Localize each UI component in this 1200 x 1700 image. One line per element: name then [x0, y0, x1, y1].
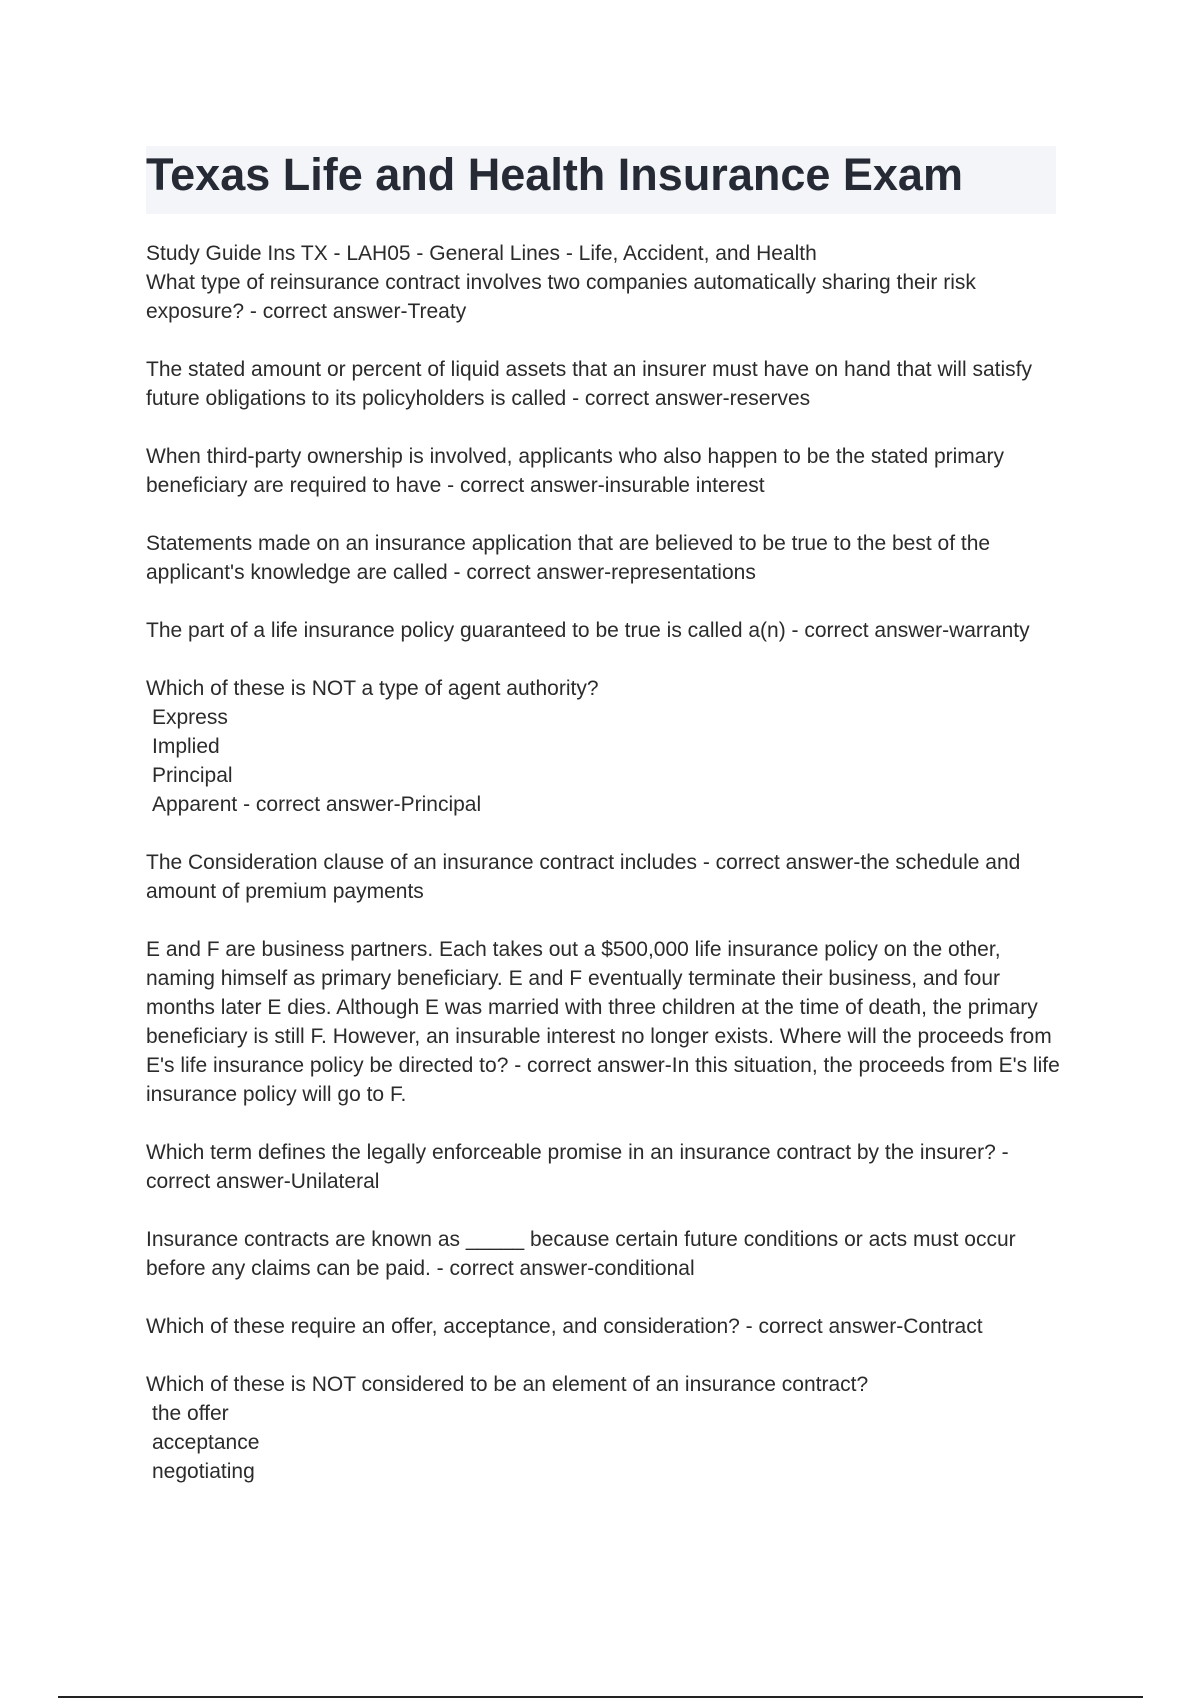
question-text: When third-party ownership is involved, applicants who also happen to be the stated primary beneficiary are required to have: [146, 445, 1004, 497]
document-body: [146, 239, 1061, 1486]
answer-option: Principal: [152, 764, 233, 787]
question-text: The stated amount or percent of liquid assets that an insurer must have on hand that will satisfy future obligations to its policyholders is called: [146, 358, 1032, 410]
answer-prefix: correct answer-: [758, 1315, 904, 1338]
answer-prefix: correct answer-: [804, 619, 950, 642]
document-subtitle: Study Guide Ins TX - LAH05 - General Lines - Life, Accident, and Health: [146, 242, 817, 265]
qa-item: When third-party ownership is involved, applicants who also happen to be the stated primary beneficiary are required to have - correct answer-insurable interest: [146, 445, 1004, 497]
footer-rule: [58, 1696, 1143, 1698]
answer-prefix: correct answer-: [466, 561, 612, 584]
qa-item-final: [146, 1370, 1061, 1486]
qa-item: [146, 674, 1061, 819]
qa-item: The stated amount or percent of liquid assets that an insurer must have on hand that will satisfy future obligations to its policyholders is called - correct answer-reserves: [146, 358, 1032, 410]
qa-item: The Consideration clause of an insurance contract includes - correct answer-the schedule and amount of premium payments: [146, 851, 1021, 903]
qa-item: Insurance contracts are known as _____ because certain future conditions or acts must occur before any claims can be paid. - correct answer-conditional: [146, 1228, 1016, 1280]
question-text: Statements made on an insurance application that are believed to be true to the best of the applicant's knowledge are called: [146, 532, 991, 584]
answer-text: Principal: [400, 793, 482, 816]
answer-option: negotiating: [152, 1460, 255, 1483]
question-text: Which of these is NOT a type of agent authority?: [146, 677, 599, 700]
qa-item: What type of reinsurance contract involves two companies automatically sharing their risk exposure? - correct answer-Treaty: [146, 271, 976, 323]
question-text: Which of these require an offer, acceptance, and consideration?: [146, 1315, 740, 1338]
answer-prefix: correct answer-: [715, 851, 861, 874]
question-text: The part of a life insurance policy guaranteed to be true is called a(n): [146, 619, 786, 642]
answer-text: representations: [611, 561, 756, 584]
answer-text: In this situation, the proceeds from E's life insurance policy will go to F.: [146, 1054, 1060, 1106]
question-text: What type of reinsurance contract involves two companies automatically sharing their risk exposure?: [146, 271, 976, 323]
question-text: Which term defines the legally enforceable promise in an insurance contract by the insurer?: [146, 1141, 996, 1164]
answer-prefix: correct answer-: [584, 387, 730, 410]
qa-item: The part of a life insurance policy guaranteed to be true is called a(n) - correct answer-warranty: [146, 619, 1030, 642]
answer-prefix: correct answer-: [262, 300, 408, 323]
answer-text: Treaty: [407, 300, 467, 323]
answer-text: conditional: [594, 1257, 695, 1280]
answer-prefix: correct answer-: [460, 474, 605, 497]
answer-option: Implied: [152, 735, 220, 758]
answer-text: Contract: [903, 1315, 983, 1338]
answer-prefix: correct answer-: [255, 793, 401, 816]
answer-text: warranty: [949, 619, 1030, 642]
question-text: Insurance contracts are known as _____ because certain future conditions or acts must occur before any claims can be paid.: [146, 1228, 1016, 1280]
question-text: The Consideration clause of an insurance contract includes: [146, 851, 697, 874]
answer-option: Express: [152, 706, 228, 729]
answer-prefix: correct answer-: [146, 1170, 291, 1193]
answer-option-last: Apparent - correct answer-Principal: [152, 793, 482, 816]
question-text: Which of these is NOT considered to be an element of an insurance contract?: [146, 1373, 869, 1396]
answer-text: the schedule and amount of premium payments: [146, 851, 1021, 903]
qa-item: Statements made on an insurance application that are believed to be true to the best of the applicant's knowledge are called - correct answer-representations: [146, 532, 991, 584]
answer-text: reserves: [729, 387, 811, 410]
answer-options: [146, 703, 1061, 819]
qa-item: Which term defines the legally enforceable promise in an insurance contract by the insurer? - correct answer-Unilateral: [146, 1141, 1009, 1193]
question-text: E and F are business partners. Each takes out a $500,000 life insurance policy on the other, naming himself as primary beneficiary. E and F eventually terminate their business, and four months later E dies. Although E was married with three children at the time of death, the primary beneficiary is still F. However, an insurable interest no longer exists. Where will the proceeds from E's life insurance policy be directed to?: [146, 938, 1052, 1077]
question-list: [146, 268, 1061, 1486]
answer-prefix: correct answer-: [527, 1054, 672, 1077]
answer-prefix: correct answer-: [449, 1257, 595, 1280]
answer-option: acceptance: [152, 1431, 260, 1454]
answer-option: Apparent: [152, 793, 238, 816]
answer-text: insurable interest: [604, 474, 765, 497]
answer-text: Unilateral: [290, 1170, 380, 1193]
document-title: Texas Life and Health Insurance Exam: [146, 149, 963, 200]
answer-option: the offer: [152, 1402, 229, 1425]
answer-options: [146, 1399, 1061, 1486]
qa-item: Which of these require an offer, acceptance, and consideration? - correct answer-Contract: [146, 1315, 983, 1338]
qa-item: E and F are business partners. Each takes out a $500,000 life insurance policy on the other, naming himself as primary beneficiary. E and F eventually terminate their business, and four months later E dies. Although E was married with three children at the time of death, the primary beneficiary is still F. However, an insurable interest no longer exists. Where will the proceeds from E's life insurance policy be directed to? - correct answer-In this situation, the proceeds from E's life insurance policy will go to F.: [146, 938, 1060, 1106]
